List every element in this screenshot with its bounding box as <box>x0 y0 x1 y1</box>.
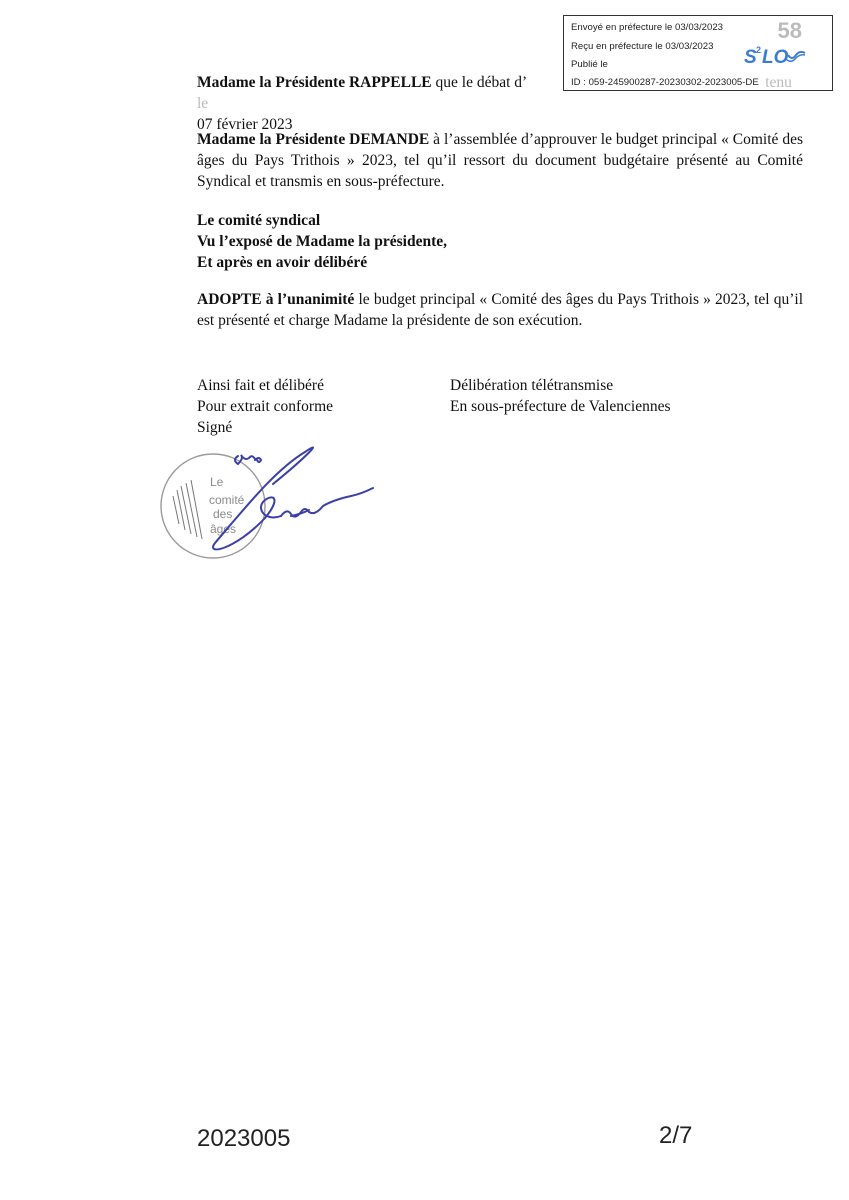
svg-text:âges: âges <box>210 522 237 536</box>
rappelle-faded-tail: tenu le <box>197 74 792 112</box>
svg-text:S: S <box>744 47 757 68</box>
comite-line-2: Vu l’exposé de Madame la présidente, <box>197 233 447 250</box>
closing-right-line-1: Délibération télétransmise <box>450 377 614 394</box>
footer-page-number: 2/7 <box>659 1122 693 1149</box>
stamp-number: 58 <box>777 18 802 43</box>
adopte-text: le budget principal « Comité des âges du Pays Trithois » 2023, tel qu’il est présenté et charge Madame la présidente de son exécution. <box>197 291 804 329</box>
s2lo-logo-icon <box>744 43 806 69</box>
rappelle-date: 07 février 2023 <box>197 116 293 133</box>
paragraph-comite <box>197 210 803 273</box>
demande-heading: Madame la Présidente DEMANDE <box>197 131 430 148</box>
svg-text:LO: LO <box>762 47 789 68</box>
closing-left-line-2: Pour extrait conforme <box>197 398 334 415</box>
svg-text:des: des <box>213 507 233 521</box>
demande-text: à l’assemblée d’approuver le budget principal « Comité des âges du Pays Trithois » 2023, tel qu’il ressort du document budgétaire présenté au Comité Syndical et transmis en sous-préfecture. <box>197 131 803 190</box>
closing-left-line-1: Ainsi fait et délibéré <box>197 377 324 394</box>
paragraph-rappelle <box>197 72 803 135</box>
stamp-published: Publié le <box>571 59 608 70</box>
closing-right <box>450 375 671 417</box>
stamp-id: ID : 059-245900287-20230302-2023005-DE <box>571 77 759 88</box>
signature-stamp-icon <box>155 438 385 563</box>
comite-line-3: Et après en avoir délibéré <box>197 254 368 271</box>
stamp-received-date: Reçu en préfecture le 03/03/2023 <box>571 41 714 52</box>
closing-right-line-2: En sous-préfecture de Valenciennes <box>450 398 671 415</box>
paragraph-demande <box>197 129 803 192</box>
svg-text:comité: comité <box>209 493 245 507</box>
adopte-heading: ADOPTE à l’unanimité <box>197 291 355 308</box>
rappelle-heading: Madame la Présidente RAPPELLE <box>197 74 432 91</box>
closing-left-line-3: Signé <box>197 419 233 436</box>
svg-text:2: 2 <box>756 45 762 55</box>
paragraph-adopte <box>197 289 803 331</box>
footer-document-code: 2023005 <box>197 1125 291 1152</box>
closing-left <box>197 375 333 438</box>
stamp-sent-date: Envoyé en préfecture le 03/03/2023 <box>571 22 724 33</box>
comite-line-1: Le comité syndical <box>197 212 321 229</box>
svg-text:Le: Le <box>210 475 224 489</box>
rappelle-text: que le débat d’ <box>431 74 528 91</box>
